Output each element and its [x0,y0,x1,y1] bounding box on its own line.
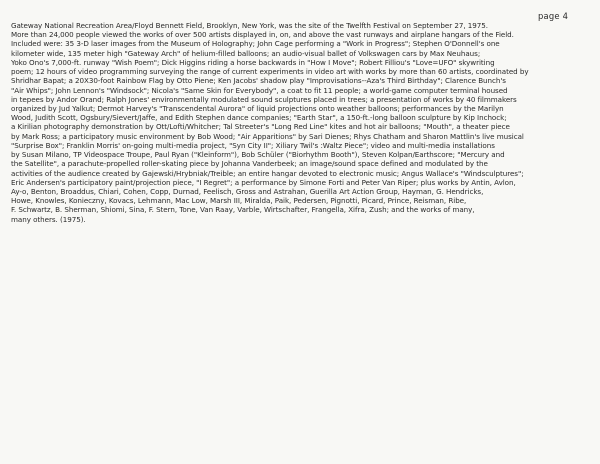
text-line: many others. (1975). [11,214,86,224]
text-line: Gateway National Recreation Area/Floyd Bennett Field, Brooklyn, New York, was the site of the Twelfth Festival on September 27, 1975. [11,21,488,30]
text-line: More than 24,000 people viewed the works of over 500 artists displayed in, on, and above the vast runways and airplane hangars of the Field. [11,30,514,40]
text-line: Howe, Knowles, Konieczny, Kovacs, Lehmann, Mac Low, Marsh III, Miralda, Paik, Pedersen, Pignotti, Picard, Prince, Reisman, Ribe, [11,196,467,206]
text-line: Wood, Judith Scott, Ogsbury/Sievert/Jaffe, and Edith Stephen dance companies; "Earth Star", a 150-ft.-long balloon sculpture by Kip Inchock; [11,113,507,123]
text-line: Ay-o, Benton, Broaddus, Chiari, Cohen, Copp, Durnad, Feelisch, Gross and Astrahan, Guerilla Art Action Group, Hayman, G. Hendricks, [11,186,484,196]
text-line: organized by Jud Yalkut; Dermot Harvey's "Transcendental Aurora" of liquid projections onto weather balloons; performances by the Marilyn [11,103,504,113]
text-line: by Mark Ross; a participatory music environment by Bob Wood; "Air Apparitions" by Sari Dienes; Rhys Chatham and Sharon Mattlin's live musical [11,131,524,141]
text-line: F. Schwartz, B. Sherman, Shiomi, Sina, F. Stern, Tone, Van Raay, Varble, Wirtschafter, Frangella, Xifra, Zush; and the works of many, [11,205,475,215]
text-line: Included were: 35 3-D laser images from the Museum of Holography; John Cage performing a "Work in Progress"; Stephen O'Donnell's one [11,39,500,49]
body-paragraph [11,21,591,224]
text-line: the Satellite", a parachute-propelled roller-skating piece by Johanna Vanderbeek; an image/sound space defined and modulated by the [11,159,488,169]
text-line: kilometer wide, 135 meter high "Gateway Arch" of helium-filled balloons; an audio-visual ballet of Volkswagen cars by Max Neuhaus; [11,48,481,58]
text-line: "Air Whips"; John Lennon's "Windsock"; Nicola's "Same Skin for Everybody", a coat to fit 11 people; a world-game computer terminal housed [11,85,508,95]
text-line: a Kirilian photography demonstration by Ott/Lofti/Whitcher; Tal Streeter's "Long Red Line" kites and hot air balloons; "Mouth", a theater piece [11,122,510,132]
text-line: activities of the audience created by Gajewski/Hrybniak/Treible; an entire hangar devoted to electronic music; Angus Wallace's "Windsculptures"; [11,168,524,178]
text-line: in tepees by Andor Orand; Ralph Jones' environmentally modulated sound sculptures placed in trees; a presentation of works by 40 filmmakers [11,94,517,104]
text-line: "Surprise Box"; Franklin Morris' on-going multi-media project, "Syn City II"; Xiliary Twil's :Waltz Piece"; video and multi-media installations [11,140,495,150]
text-line: Yoko Ono's 7,000-ft. runway "Wish Poem"; Dick Higgins riding a horse backwards in "How I Move"; Robert Filliou's "Love=UFO" skywriting [11,57,495,67]
text-line: Eric Andersen's participatory paint/projection piece, "I Regret"; a performance by Simone Forti and Peter Van Riper; plus works by Antin, Avlon, [11,177,516,187]
text-line: poem; 12 hours of video programming surveying the range of current experiments in video art with works by more than 60 artists, coordinated by [11,67,529,77]
text-line: Shridhar Bapat; a 20X30-foot Rainbow Flag by Otto Piene; Ken Jacobs' shadow play "Improvisations--Aza's Third Birthday"; Clarence Bunch's [11,76,506,86]
text-line: by Susan Milano, TP Videospace Troupe, Paul Ryan ("Kleinform"), Bob Schüler ("Biorhythm Booth"), Steven Kolpan/Earthscore; "Mercury and [11,150,505,160]
page-number: page 4 [538,11,569,21]
